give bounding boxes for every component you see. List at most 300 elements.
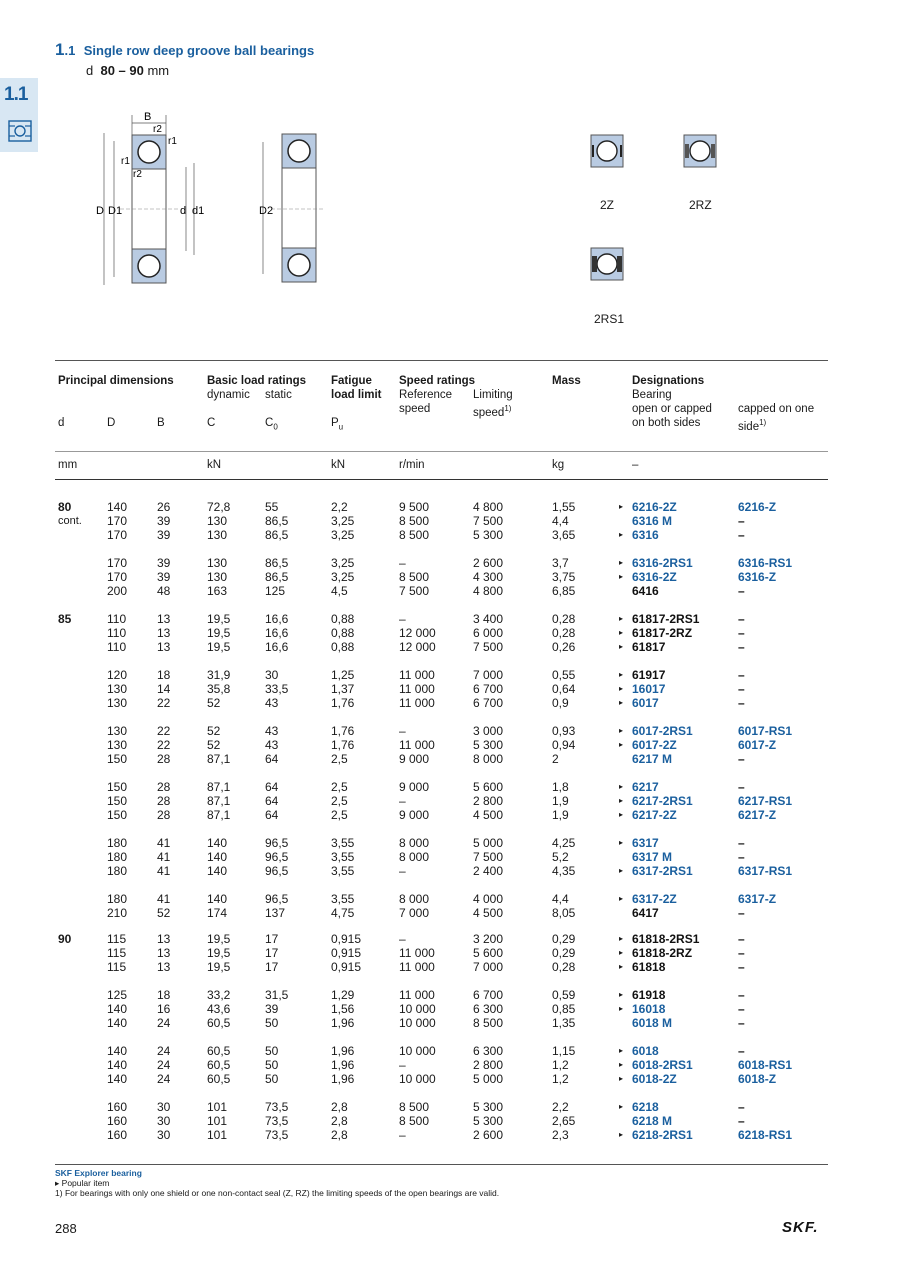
cell-mass: 0,93	[552, 724, 576, 738]
cell-C0: 16,6	[265, 626, 289, 640]
cell-C: 60,5	[207, 1044, 231, 1058]
table-row	[0, 682, 900, 696]
cell-capped-one-side[interactable]: 6018-RS1	[738, 1058, 793, 1072]
cell-C: 101	[207, 1128, 228, 1142]
cell-capped-one-side[interactable]: 6317-Z	[738, 892, 777, 906]
popular-marker-icon: ▸	[619, 740, 624, 749]
cell-mass: 5,2	[552, 850, 569, 864]
popular-marker-icon: ▸	[619, 934, 624, 943]
cell-lim: 6 700	[473, 988, 504, 1002]
cell-capped-one-side: –	[738, 780, 745, 794]
cell-mass: 1,2	[552, 1072, 569, 1086]
table-top-rule	[55, 360, 828, 361]
cell-mass: 0,85	[552, 1002, 576, 1016]
table-row	[0, 696, 900, 710]
cell-Pu: 1,76	[331, 724, 355, 738]
unit-kN-C: kN	[207, 459, 222, 471]
cell-B: 13	[157, 946, 171, 960]
cell-capped-one-side: –	[738, 584, 745, 598]
cell-lim: 7 500	[473, 514, 504, 528]
cell-designation[interactable]: 6018-2RS1	[632, 1058, 693, 1072]
sym-C0: $C_0$	[265, 417, 278, 432]
cell-ref: 9 500	[399, 500, 430, 514]
cell-designation[interactable]: 6317-2RS1	[632, 864, 693, 878]
cell-B: 30	[157, 1128, 171, 1142]
row-group	[0, 836, 900, 878]
cell-mass: 0,28	[552, 960, 576, 974]
cell-mass: 1,8	[552, 780, 569, 794]
popular-marker-icon: ▸	[619, 894, 624, 903]
label-r1-top: r1	[168, 136, 177, 147]
cell-lim: 6 300	[473, 1044, 504, 1058]
cell-mass: 0,28	[552, 612, 576, 626]
cell-ref: 8 500	[399, 1114, 430, 1128]
table-row	[0, 514, 900, 528]
footer-rule	[55, 1164, 828, 1165]
cell-designation[interactable]: 6018 M	[632, 1016, 673, 1030]
cell-B: 30	[157, 1114, 171, 1128]
cell-B: 52	[157, 906, 171, 920]
cell-capped-one-side[interactable]: 6017-RS1	[738, 724, 793, 738]
cell-lim: 4 300	[473, 570, 504, 584]
cell-mass: 3,65	[552, 528, 576, 542]
table-row	[0, 808, 900, 822]
table-row	[0, 850, 900, 864]
cell-mass: 2,2	[552, 1100, 569, 1114]
cell-ref: 8 500	[399, 570, 430, 584]
cell-mass: 1,9	[552, 794, 569, 808]
cell-mass: 2,65	[552, 1114, 576, 1128]
cell-ref: –	[399, 556, 406, 570]
cell-mass: 0,59	[552, 988, 576, 1002]
cell-capped-one-side: –	[738, 1100, 745, 1114]
cell-mass: 0,55	[552, 668, 576, 682]
cell-ref: 10 000	[399, 1016, 436, 1030]
cell-D: 115	[107, 960, 127, 974]
cell-designation[interactable]: 6018-2Z	[632, 1072, 677, 1086]
cell-C0: 43	[265, 696, 279, 710]
popular-marker-icon: ▸	[619, 1046, 624, 1055]
cell-mass: 4,4	[552, 514, 569, 528]
cell-Pu: 1,25	[331, 668, 355, 682]
cell-B: 28	[157, 794, 171, 808]
popular-marker-icon: ▸	[619, 1102, 624, 1111]
cell-C: 130	[207, 570, 228, 584]
cell-D: 160	[107, 1100, 128, 1114]
label-r2-top: r2	[153, 124, 162, 135]
hdr-limiting: Limiting speed$^{1)}$	[473, 389, 513, 419]
cell-designation[interactable]: 16018	[632, 1002, 666, 1016]
table-row	[0, 668, 900, 682]
cell-Pu: 3,55	[331, 864, 355, 878]
cell-B: 41	[157, 864, 171, 878]
cell-lim: 5 300	[473, 1114, 504, 1128]
cell-C: 60,5	[207, 1072, 231, 1086]
cell-D: 140	[107, 1072, 128, 1086]
section-tab: 1.1	[0, 78, 38, 152]
cell-D: 115	[107, 946, 127, 960]
cell-C0: 30	[265, 668, 279, 682]
cell-lim: 4 000	[473, 892, 504, 906]
table-row	[0, 864, 900, 878]
cell-ref: 11 000	[399, 988, 435, 1002]
cell-designation[interactable]: 6018	[632, 1044, 659, 1058]
popular-marker-icon: ▸	[619, 558, 624, 567]
cell-capped-one-side[interactable]: 6317-RS1	[738, 864, 793, 878]
cell-designation[interactable]: 6218	[632, 1100, 659, 1114]
popular-marker-icon: ▸	[619, 990, 624, 999]
cell-ref: 8 500	[399, 528, 430, 542]
cell-ref: –	[399, 794, 406, 808]
cell-D: 125	[107, 988, 128, 1002]
cell-ref: 8 500	[399, 1100, 430, 1114]
cell-Pu: 0,88	[331, 626, 355, 640]
cell-B: 13	[157, 960, 171, 974]
cell-lim: 4 500	[473, 808, 504, 822]
popular-marker-icon: ▸	[619, 614, 624, 623]
cell-ref: 8 000	[399, 836, 430, 850]
cell-lim: 3 000	[473, 724, 504, 738]
cell-lim: 6 700	[473, 696, 504, 710]
cell-designation[interactable]: 6217 M	[632, 752, 673, 766]
cell-lim: 2 600	[473, 556, 504, 570]
cell-D: 130	[107, 682, 128, 696]
page-title: 1.1 Single row deep groove ball bearings	[55, 40, 315, 59]
cell-designation[interactable]: 61817-2RZ	[632, 626, 693, 640]
cell-C: 19,5	[207, 932, 231, 946]
hdr-bearing: Bearing	[632, 389, 672, 401]
sym-d: d	[58, 417, 65, 429]
cell-Pu: 2,5	[331, 808, 348, 822]
cell-ref: 10 000	[399, 1002, 436, 1016]
cell-designation[interactable]: 6217	[632, 780, 659, 794]
cell-D: 210	[107, 906, 128, 920]
cell-Pu: 1,76	[331, 696, 355, 710]
cell-mass: 0,26	[552, 640, 576, 654]
cell-designation[interactable]: 16017	[632, 682, 666, 696]
popular-marker-icon: ▸	[619, 1004, 624, 1013]
bearing-d2-drawing	[255, 128, 325, 288]
cell-capped-one-side[interactable]: 6316-RS1	[738, 556, 793, 570]
table-row	[0, 1002, 900, 1016]
cell-B: 18	[157, 668, 171, 682]
cell-C: 87,1	[207, 808, 231, 822]
cell-D: 150	[107, 780, 128, 794]
popular-marker-icon: ▸	[619, 670, 624, 679]
cell-capped-one-side: –	[738, 1016, 745, 1030]
cell-Pu: 1,76	[331, 738, 355, 752]
cell-C: 87,1	[207, 794, 231, 808]
cell-capped-one-side[interactable]: 6017-Z	[738, 738, 777, 752]
cell-C: 60,5	[207, 1058, 231, 1072]
cell-C0: 96,5	[265, 892, 289, 906]
hdr-static: static	[265, 389, 292, 401]
table-row	[0, 570, 900, 584]
table-row	[0, 780, 900, 794]
cell-B: 41	[157, 836, 171, 850]
header-rule	[55, 451, 828, 452]
cell-C0: 33,5	[265, 682, 289, 696]
cell-D: 180	[107, 892, 128, 906]
cell-C0: 39	[265, 1002, 279, 1016]
cell-B: 24	[157, 1072, 171, 1086]
cell-mass: 4,35	[552, 864, 576, 878]
cell-C0: 64	[265, 808, 279, 822]
popular-marker-icon: ▸	[619, 628, 624, 637]
cell-designation[interactable]: 6017	[632, 696, 659, 710]
cell-D: 170	[107, 514, 128, 528]
cell-capped-one-side[interactable]: 6217-RS1	[738, 794, 793, 808]
cell-capped-one-side: –	[738, 640, 745, 654]
cell-lim: 8 000	[473, 752, 504, 766]
cell-B: 18	[157, 988, 171, 1002]
cell-D: 140	[107, 1044, 128, 1058]
label-r1-side: r1	[121, 156, 130, 167]
popular-marker-icon: ▸	[619, 866, 624, 875]
cell-C0: 43	[265, 738, 279, 752]
cell-C: 60,5	[207, 1016, 231, 1030]
cell-D: 140	[107, 1058, 128, 1072]
cell-designation[interactable]: 61917	[632, 668, 666, 682]
table-row	[0, 556, 900, 570]
cell-C: 87,1	[207, 752, 231, 766]
cell-ref: 7 000	[399, 906, 430, 920]
label-D: D	[96, 205, 104, 217]
cell-designation[interactable]: 6316 M	[632, 514, 673, 528]
cell-D: 130	[107, 696, 128, 710]
cell-mass: 0,9	[552, 696, 569, 710]
cell-C0: 31,5	[265, 988, 289, 1002]
cell-capped-one-side: –	[738, 752, 745, 766]
cell-capped-one-side[interactable]: 6218-RS1	[738, 1128, 793, 1142]
cell-mass: 3,7	[552, 556, 569, 570]
cell-designation[interactable]: 6417	[632, 906, 659, 920]
cell-designation[interactable]: 61817-2RS1	[632, 612, 700, 626]
cell-designation[interactable]: 61818	[632, 960, 666, 974]
cell-designation[interactable]: 61918	[632, 988, 666, 1002]
hdr-mass: Mass	[552, 375, 581, 387]
popular-marker-icon: ▸	[619, 1074, 624, 1083]
cell-ref: 11 000	[399, 738, 435, 752]
cell-B: 30	[157, 1100, 171, 1114]
cell-mass: 2	[552, 752, 559, 766]
cell-designation[interactable]: 6316-2RS1	[632, 556, 693, 570]
cell-Pu: 2,8	[331, 1100, 348, 1114]
cell-ref: –	[399, 1058, 406, 1072]
cell-C0: 96,5	[265, 850, 289, 864]
skf-logo: SKF.	[782, 1219, 819, 1236]
cell-designation[interactable]: 61817	[632, 640, 666, 654]
cell-D: 130	[107, 724, 128, 738]
cell-lim: 7 000	[473, 668, 504, 682]
cell-mass: 2,3	[552, 1128, 569, 1142]
unit-kN-Pu: kN	[331, 459, 346, 471]
cell-C: 130	[207, 514, 228, 528]
hdr-speed: Speed ratings	[399, 375, 476, 387]
cell-ref: 10 000	[399, 1044, 436, 1058]
row-group	[0, 892, 900, 920]
cell-ref: 11 000	[399, 668, 435, 682]
cell-C: 140	[207, 836, 228, 850]
cell-mass: 0,94	[552, 738, 576, 752]
cell-d: 85	[58, 612, 72, 626]
table-row	[0, 946, 900, 960]
cell-lim: 4 500	[473, 906, 504, 920]
cell-designation[interactable]: 6017-2Z	[632, 738, 677, 752]
cell-designation[interactable]: 61818-2RS1	[632, 932, 700, 946]
hdr-fatigue: Fatigue load limit	[331, 375, 382, 401]
cell-capped-one-side[interactable]: 6018-Z	[738, 1072, 777, 1086]
cell-mass: 0,28	[552, 626, 576, 640]
table-row	[0, 960, 900, 974]
cell-ref: –	[399, 1128, 406, 1142]
cell-designation[interactable]: 6218 M	[632, 1114, 673, 1128]
cell-designation[interactable]: 6316	[632, 528, 659, 542]
cell-D: 180	[107, 836, 128, 850]
cell-Pu: 3,25	[331, 556, 355, 570]
cell-designation[interactable]: 6017-2RS1	[632, 724, 693, 738]
cell-lim: 8 500	[473, 1016, 504, 1030]
cell-C: 52	[207, 738, 221, 752]
cell-mass: 0,64	[552, 682, 576, 696]
variant-2z-icon	[590, 134, 624, 168]
cell-Pu: 0,915	[331, 946, 362, 960]
cell-ref: 8 000	[399, 850, 430, 864]
cell-C: 140	[207, 850, 228, 864]
cell-D: 160	[107, 1114, 128, 1128]
popular-marker-icon: ▸	[619, 502, 624, 511]
row-group	[0, 932, 900, 974]
cell-B: 24	[157, 1016, 171, 1030]
cell-lim: 5 300	[473, 528, 504, 542]
cell-D: 180	[107, 864, 128, 878]
cell-Pu: 1,96	[331, 1058, 355, 1072]
sym-C: C	[207, 417, 216, 429]
cell-capped-one-side: –	[738, 988, 745, 1002]
popular-marker-icon: ▸	[619, 530, 624, 539]
table-row	[0, 988, 900, 1002]
sym-D: D	[107, 417, 116, 429]
cell-capped-one-side: –	[738, 1114, 745, 1128]
cell-B: 39	[157, 556, 171, 570]
cell-mass: 8,05	[552, 906, 576, 920]
cell-capped-one-side: –	[738, 514, 745, 528]
cell-mass: 4,4	[552, 892, 569, 906]
cell-mass: 0,29	[552, 946, 576, 960]
cell-D: 115	[107, 932, 127, 946]
cell-B: 41	[157, 892, 171, 906]
cell-C0: 73,5	[265, 1114, 289, 1128]
cell-Pu: 3,25	[331, 570, 355, 584]
cell-Pu: 1,96	[331, 1016, 355, 1030]
cell-B: 39	[157, 514, 171, 528]
cell-lim: 2 800	[473, 794, 504, 808]
cell-ref: 8 500	[399, 514, 430, 528]
cell-designation[interactable]: 6317 M	[632, 850, 673, 864]
table-row	[0, 528, 900, 542]
cell-capped-one-side: –	[738, 836, 745, 850]
cell-Pu: 1,96	[331, 1044, 355, 1058]
cell-designation[interactable]: 6317-2Z	[632, 892, 677, 906]
cell-mass: 0,29	[552, 932, 576, 946]
cell-designation[interactable]: 6317	[632, 836, 659, 850]
cell-D: 180	[107, 850, 128, 864]
sym-Pu: $P_u$	[331, 417, 344, 432]
cell-capped-one-side: –	[738, 612, 745, 626]
label-d: d	[180, 205, 187, 217]
cell-designation[interactable]: 6218-2RS1	[632, 1128, 693, 1142]
hdr-open: open or capped on both sides	[632, 403, 712, 429]
cell-ref: 12 000	[399, 640, 436, 654]
cell-mass: 3,75	[552, 570, 576, 584]
label-B: B	[144, 111, 152, 123]
cell-C: 130	[207, 528, 228, 542]
cell-designation[interactable]: 6217-2Z	[632, 808, 677, 822]
table-row	[0, 794, 900, 808]
cell-C0: 55	[265, 500, 279, 514]
cell-ref: 9 000	[399, 780, 430, 794]
cell-capped-one-side[interactable]: 6216-Z	[738, 500, 777, 514]
cell-B: 22	[157, 696, 171, 710]
label-D2: D2	[259, 205, 274, 217]
cell-Pu: 2,5	[331, 794, 348, 808]
cell-ref: 12 000	[399, 626, 436, 640]
variant-2rs1-label: 2RS1	[594, 312, 625, 326]
cell-Pu: 2,2	[331, 500, 348, 514]
cell-Pu: 3,25	[331, 514, 355, 528]
cell-C: 19,5	[207, 612, 231, 626]
cell-capped-one-side: –	[738, 1044, 745, 1058]
table-row	[0, 500, 900, 514]
variant-2rs1-icon	[590, 247, 624, 281]
hdr-dynamic: dynamic	[207, 389, 250, 401]
cell-lim: 5 300	[473, 1100, 504, 1114]
cell-C0: 50	[265, 1044, 279, 1058]
row-group	[0, 724, 900, 766]
cell-designation[interactable]: 61818-2RZ	[632, 946, 693, 960]
bore-range: d 80 – 90 mm	[86, 63, 170, 78]
table-row	[0, 906, 900, 920]
cell-C0: 125	[265, 584, 286, 598]
cell-designation[interactable]: 6217-2RS1	[632, 794, 693, 808]
cell-lim: 5 600	[473, 780, 504, 794]
cell-B: 28	[157, 808, 171, 822]
cell-lim: 4 800	[473, 584, 504, 598]
cell-C: 163	[207, 584, 228, 598]
cell-C: 130	[207, 556, 228, 570]
cell-lim: 7 000	[473, 960, 504, 974]
cell-designation[interactable]: 6216-2Z	[632, 500, 677, 514]
table-row	[0, 1016, 900, 1030]
cell-D: 140	[107, 1002, 128, 1016]
table-row	[0, 1128, 900, 1142]
cell-designation[interactable]: 6416	[632, 584, 659, 598]
cell-Pu: 2,5	[331, 780, 348, 794]
cell-capped-one-side: –	[738, 906, 745, 920]
cell-capped-one-side[interactable]: 6217-Z	[738, 808, 777, 822]
popular-marker-icon: ▸	[619, 1130, 624, 1139]
variant-2rz-label: 2RZ	[689, 198, 712, 212]
cell-C0: 137	[265, 906, 286, 920]
cell-capped-one-side[interactable]: 6316-Z	[738, 570, 777, 584]
cell-B: 26	[157, 500, 171, 514]
hdr-principal: Principal dimensions	[58, 375, 174, 387]
cell-C: 140	[207, 864, 228, 878]
cell-mass: 6,85	[552, 584, 576, 598]
cell-designation[interactable]: 6316-2Z	[632, 570, 677, 584]
cell-Pu: 3,55	[331, 836, 355, 850]
cell-C: 72,8	[207, 500, 231, 514]
